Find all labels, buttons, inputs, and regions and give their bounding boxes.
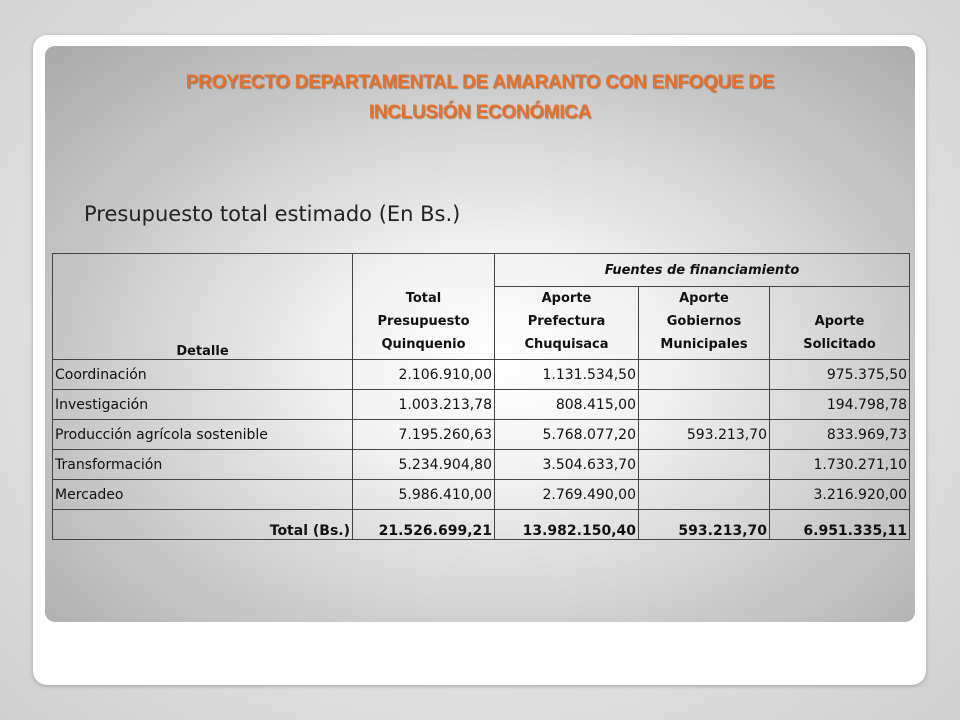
cell-prefectura: 808.415,00: [495, 390, 639, 420]
table-row: [53, 360, 910, 390]
cell-detalle: Coordinación: [53, 360, 353, 390]
cell-gobiernos: [639, 390, 770, 420]
slide-title-line1: PROYECTO DEPARTAMENTAL DE AMARANTO CON ENFOQUE DE: [185, 72, 775, 93]
cell-prefectura: 3.504.633,70: [495, 450, 639, 480]
cell-total: 7.195.260,63: [353, 420, 495, 450]
cell-prefectura: 2.769.490,00: [495, 480, 639, 510]
table-row: [53, 450, 910, 480]
cell-gobiernos: [639, 480, 770, 510]
header-total-line2: Presupuesto: [377, 314, 470, 329]
header-total: [353, 254, 495, 360]
header-fuentes: Fuentes de financiamiento: [495, 254, 910, 287]
total-row: [53, 510, 910, 540]
cell-total: 5.234.904,80: [353, 450, 495, 480]
header-sol-line2: Solicitado: [803, 337, 876, 352]
cell-gobiernos: 593.213,70: [639, 420, 770, 450]
header-sol-line1: Aporte: [814, 314, 865, 329]
header-pref-line3: Chuquisaca: [524, 337, 609, 352]
total-gobiernos: 593.213,70: [639, 510, 770, 540]
header-row-1: [53, 254, 910, 287]
header-total-line1: Total: [405, 291, 442, 306]
header-pref-line1: Aporte: [541, 291, 592, 306]
total-prefectura: 13.982.150,40: [495, 510, 639, 540]
cell-detalle: Mercadeo: [53, 480, 353, 510]
table-row: [53, 420, 910, 450]
header-detalle: Detalle: [53, 254, 353, 360]
header-prefectura: [495, 287, 639, 360]
cell-gobiernos: [639, 360, 770, 390]
cell-solicitado: 1.730.271,10: [770, 450, 910, 480]
slide-title: [45, 68, 915, 128]
cell-solicitado: 3.216.920,00: [770, 480, 910, 510]
cell-prefectura: 1.131.534,50: [495, 360, 639, 390]
table-row: [53, 390, 910, 420]
cell-solicitado: 975.375,50: [770, 360, 910, 390]
slide-subtitle: Presupuesto total estimado (En Bs.): [84, 202, 461, 226]
cell-total: 5.986.410,00: [353, 480, 495, 510]
header-gob-line1: Aporte: [679, 291, 729, 306]
header-total-line3: Quinquenio: [381, 337, 466, 352]
cell-prefectura: 5.768.077,20: [495, 420, 639, 450]
total-solicitado: 6.951.335,11: [770, 510, 910, 540]
header-gob-line2: Gobiernos: [666, 314, 742, 329]
cell-detalle: Transformación: [53, 450, 353, 480]
cell-total: 2.106.910,00: [353, 360, 495, 390]
cell-gobiernos: [639, 450, 770, 480]
cell-detalle: Investigación: [53, 390, 353, 420]
header-gob-line3: Municipales: [660, 337, 748, 352]
cell-solicitado: 833.969,73: [770, 420, 910, 450]
slide-title-line2: INCLUSIÓN ECONÓMICA: [368, 102, 592, 123]
header-gobiernos: [639, 287, 770, 360]
cell-detalle: Producción agrícola sostenible: [53, 420, 353, 450]
budget-table: [52, 253, 910, 540]
cell-total: 1.003.213,78: [353, 390, 495, 420]
cell-solicitado: 194.798,78: [770, 390, 910, 420]
table-row: [53, 480, 910, 510]
header-pref-line2: Prefectura: [527, 314, 606, 329]
total-presupuesto: 21.526.699,21: [353, 510, 495, 540]
total-label: Total (Bs.): [53, 510, 353, 540]
header-solicitado: [770, 287, 910, 360]
